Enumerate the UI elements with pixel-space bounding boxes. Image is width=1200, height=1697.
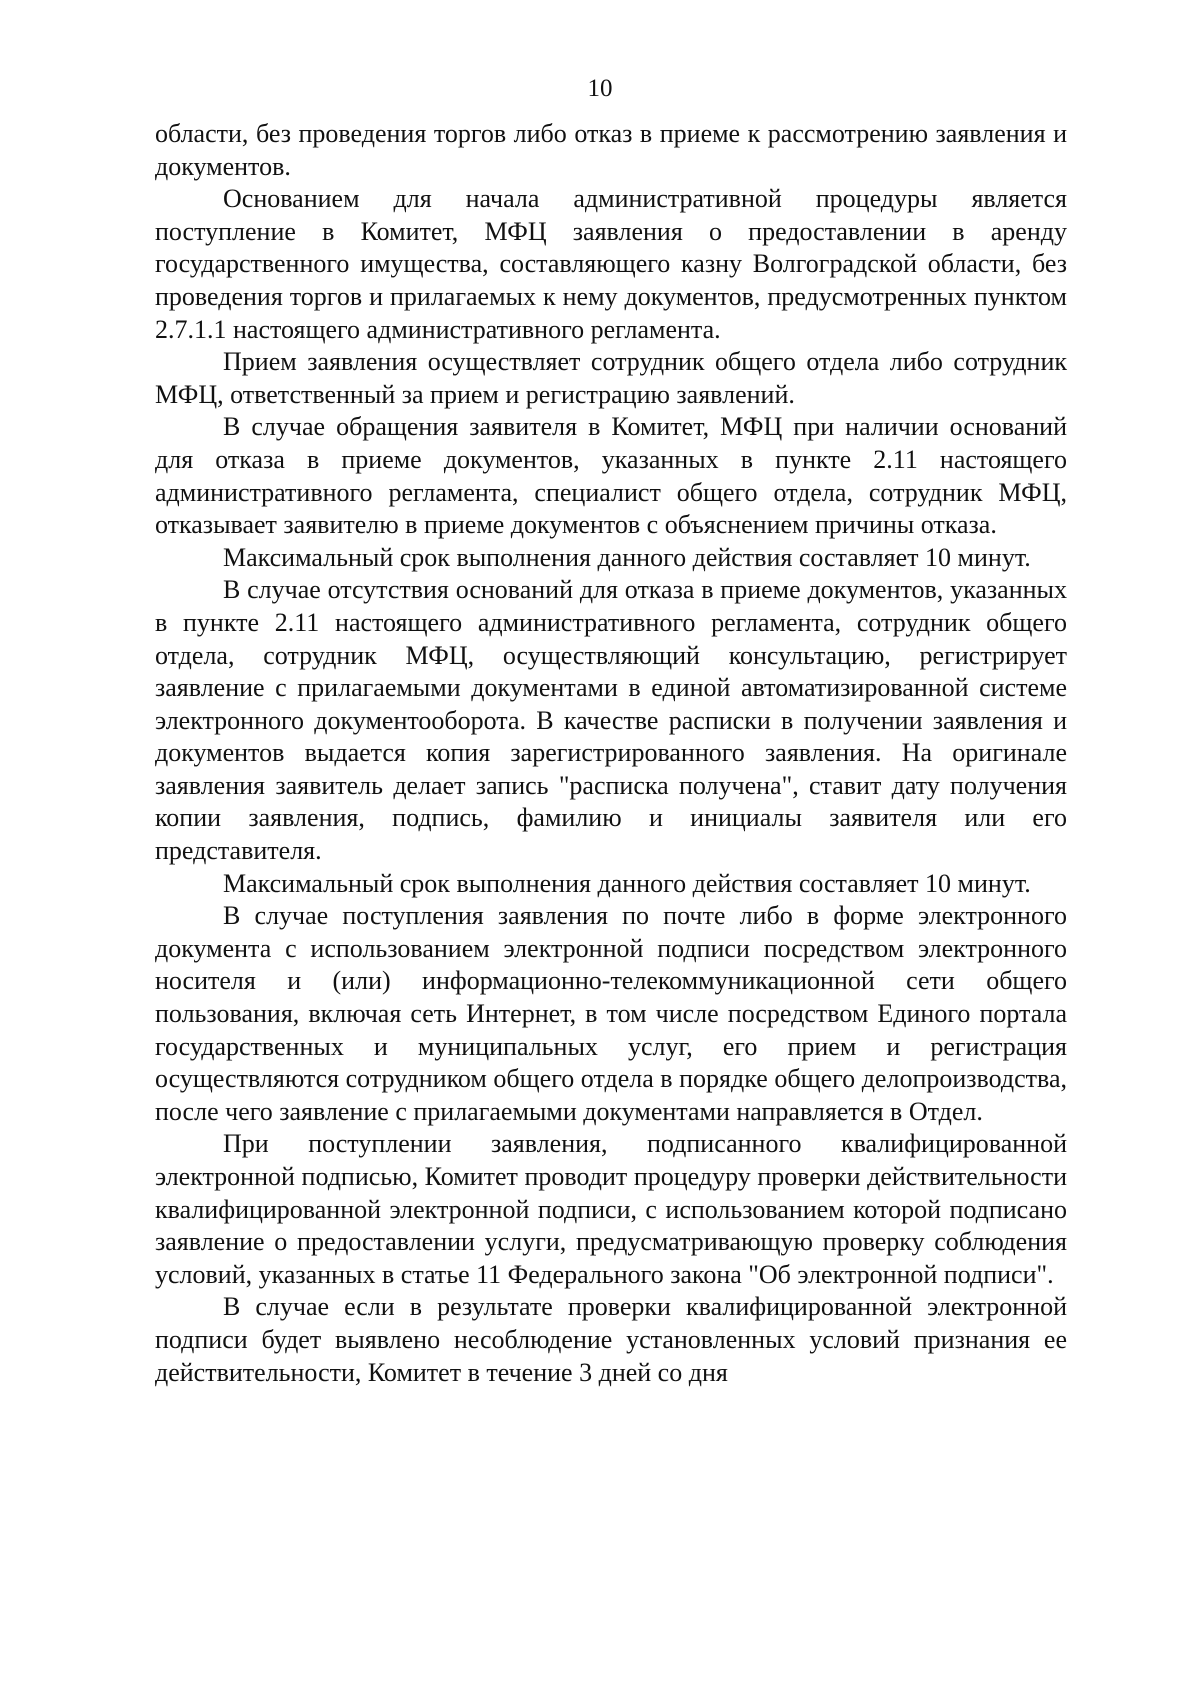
paragraph-max-duration-2: Максимальный срок выполнения данного действия составляет 10 минут.	[223, 868, 1031, 898]
paragraph-basis-for-procedure: Основанием для начала административной процедуры является поступление в Комитет, МФЦ заявления о предоставлении в аренду государственного имущества, составляющего казну Волгоградской области, без проведения торгов и прилагаемых к нему документов, предусмотренных пунктом 2.7.1.1 настоящего административного регламента.	[155, 184, 1067, 344]
paragraph-signature-verification: При поступлении заявления, подписанного квалифицированной электронной подписью, Комитет проводит процедуру проверки действительности квалифицированной электронной подписи, с использованием которой подписано заявление о предоставлении услуги, предусматривающую проверку соблюдения условий, указанных в статье 11 Федерального закона "Об электронной подписи".	[155, 1129, 1067, 1289]
paragraph-refusal-in-reception: В случае обращения заявителя в Комитет, МФЦ при наличии оснований для отказа в приеме документов, указанных в пункте 2.11 настоящего административного регламента, специалист общего отдела, сотрудник МФЦ, отказывает заявителю в приеме документов с объяснением причины отказа.	[155, 412, 1067, 540]
paragraph-registration: В случае отсутствия оснований для отказа в приеме документов, указанных в пункте 2.11 настоящего административного регламента, сотрудник общего отдела, сотрудник МФЦ, осуществляющий консультацию, регистрирует заявление с прилагаемыми документами в единой автоматизированной системе электронного документооборота. В качестве расписки в получении заявления и документов выдается копия зарегистрированного заявления. На оригинале заявления заявитель делает запись "расписка получена", ставит дату получения копии заявления, подпись, фамилию и инициалы заявителя или его представителя.	[155, 575, 1067, 866]
paragraph-max-duration-1: Максимальный срок выполнения данного действия составляет 10 минут.	[223, 542, 1031, 572]
paragraph-application-reception: Прием заявления осуществляет сотрудник общего отдела либо сотрудник МФЦ, ответственный за прием и регистрацию заявлений.	[155, 347, 1067, 409]
paragraph-continuation: области, без проведения торгов либо отказ в приеме к рассмотрению заявления и документов.	[155, 119, 1067, 181]
paragraph-signature-invalid: В случае если в результате проверки квалифицированной электронной подписи будет выявлено несоблюдение установленных условий признания ее действительности, Комитет в течение 3 дней со дня	[155, 1292, 1067, 1387]
document-body	[155, 118, 1067, 1389]
page-number: 10	[587, 75, 613, 102]
paragraph-electronic-submission: В случае поступления заявления по почте либо в форме электронного документа с использованием электронной подписи посредством электронного носителя и (или) информационно-телекоммуникационной сети общего пользования, включая сеть Интернет, в том числе посредством Единого портала государственных и муниципальных услуг, его прием и регистрация осуществляются сотрудником общего отдела в порядке общего делопроизводства, после чего заявление с прилагаемыми документами направляется в Отдел.	[155, 901, 1067, 1126]
